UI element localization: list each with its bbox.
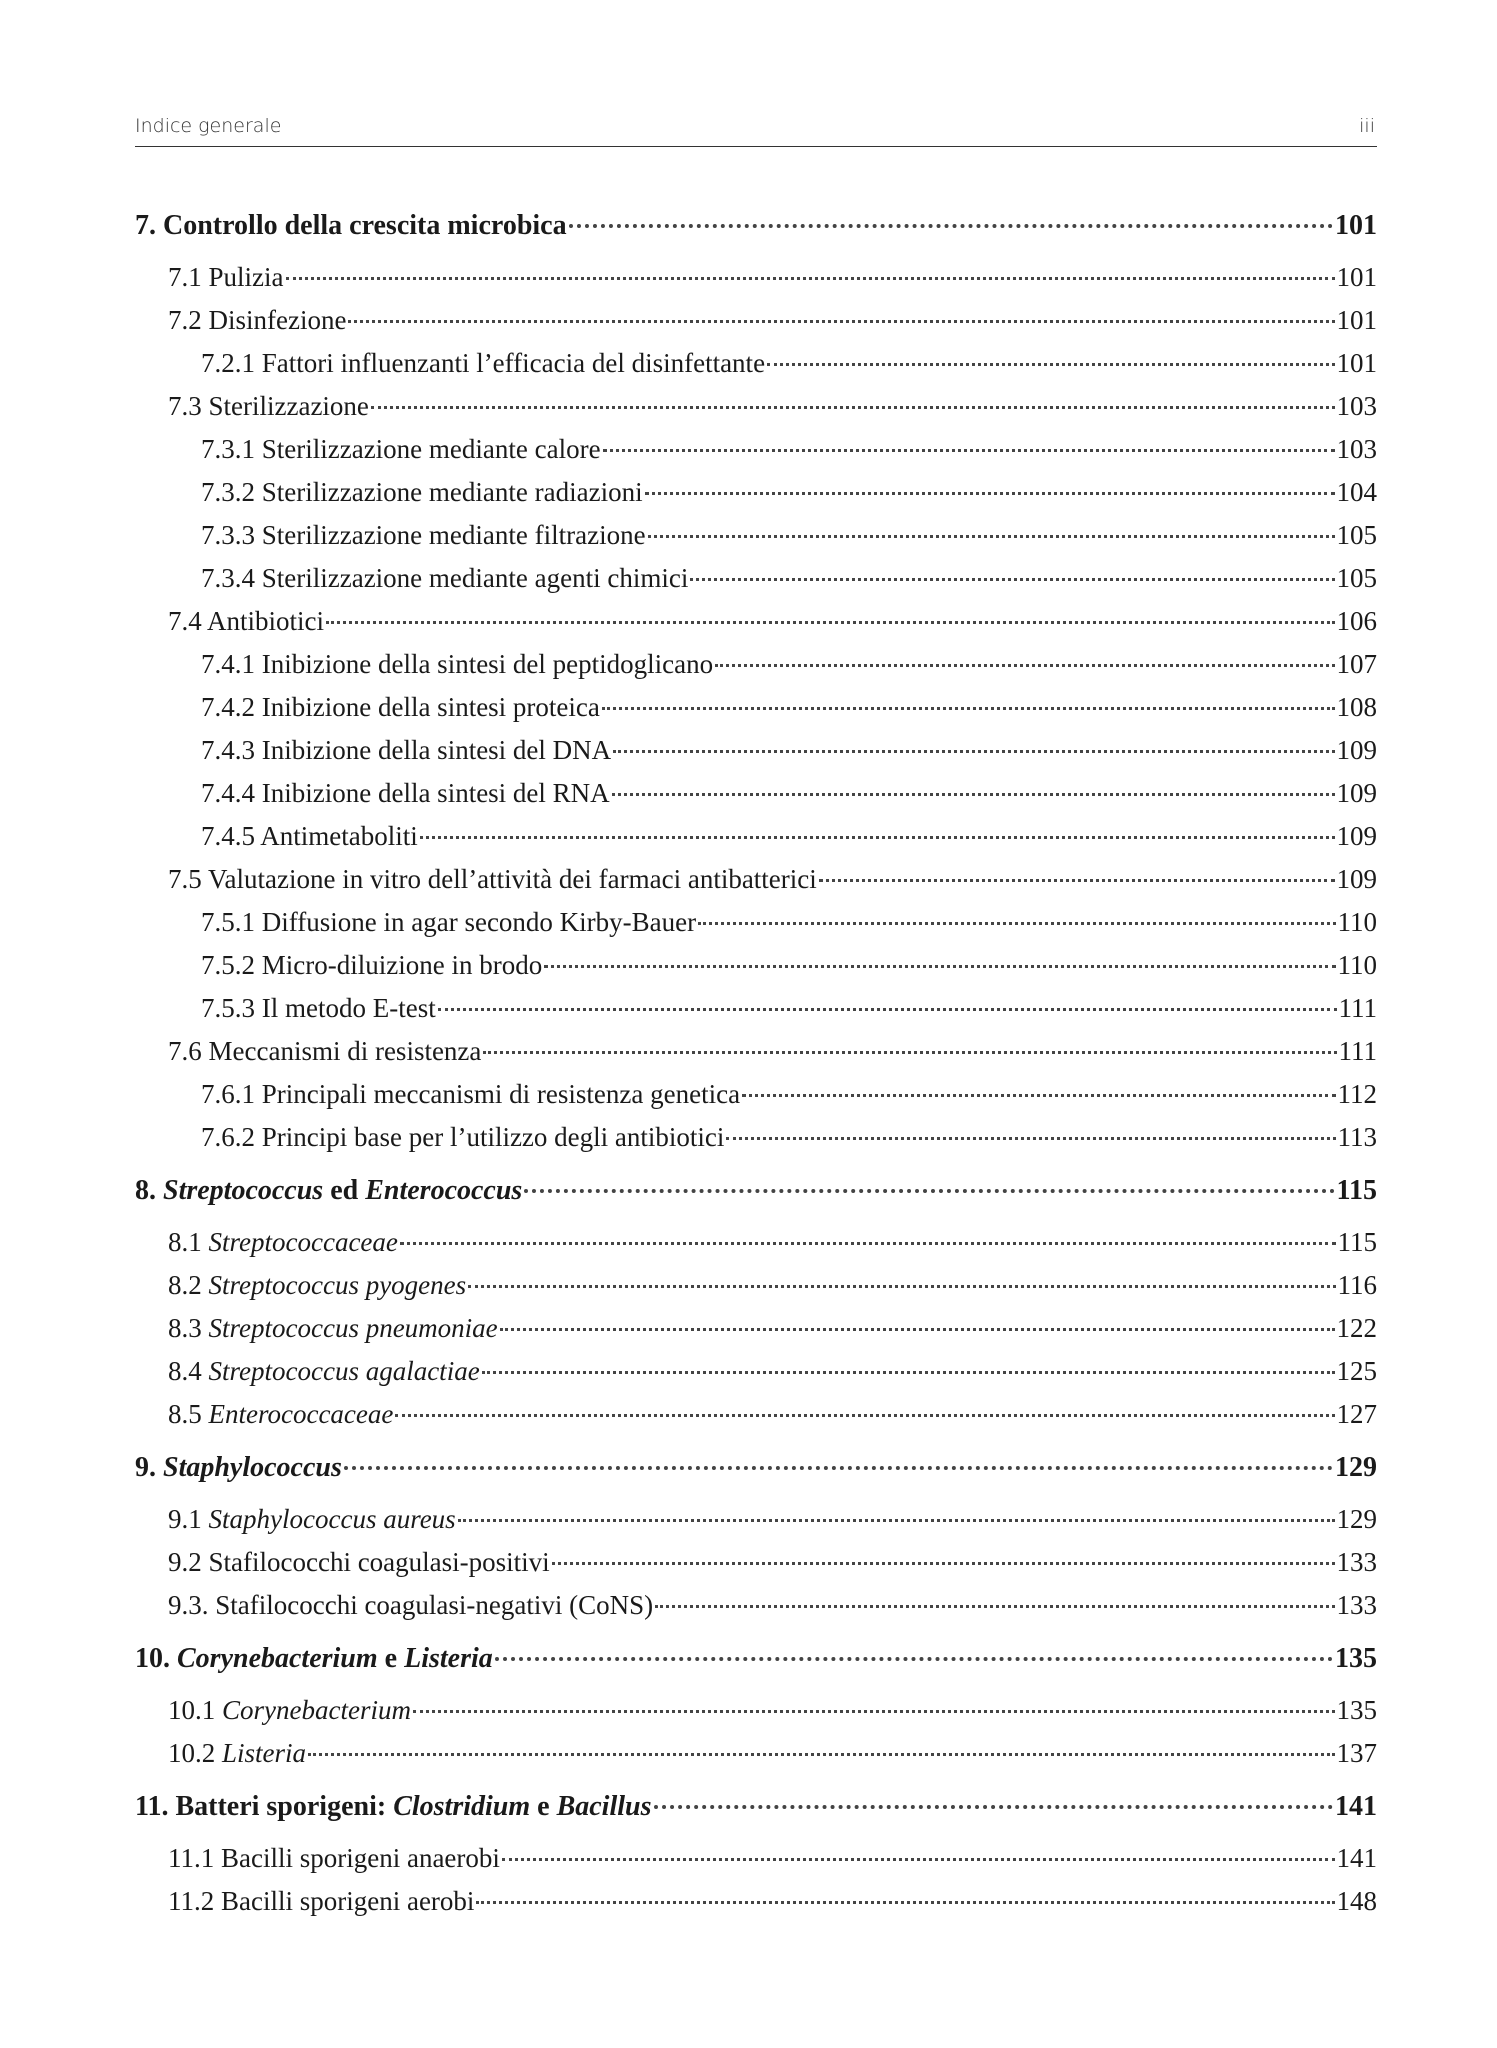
chapter-entry-title xyxy=(135,1165,522,1217)
title-segment: 7.4.5 Antimetaboliti xyxy=(201,821,418,851)
section-entry[interactable] xyxy=(135,1307,1377,1350)
dot-leader xyxy=(544,965,1335,968)
title-segment: Listeria xyxy=(404,1643,493,1674)
section-entry[interactable] xyxy=(135,1541,1377,1584)
subsection-entry-page-number: 105 xyxy=(1336,520,1377,550)
subsection-entry-title xyxy=(201,514,646,557)
section-entry-page-number: 116 xyxy=(1337,1270,1377,1300)
section-entry-page-number: 111 xyxy=(1338,1036,1377,1066)
dot-leader xyxy=(413,1710,1335,1713)
chapter-entry-page-number: 115 xyxy=(1336,1175,1377,1206)
section-entry-title xyxy=(168,1030,481,1073)
dot-leader xyxy=(524,1189,1334,1193)
section-entry-page-number: 148 xyxy=(1336,1886,1377,1916)
section-entry[interactable] xyxy=(135,1498,1377,1541)
title-segment: Enterococcaceae xyxy=(208,1399,394,1429)
section-entry-page-number: 135 xyxy=(1336,1695,1377,1725)
title-segment: e xyxy=(377,1643,405,1674)
section-entry-title xyxy=(168,1307,498,1350)
subsection-entry-page-number: 108 xyxy=(1336,692,1377,722)
section-entry[interactable] xyxy=(135,385,1377,428)
dot-leader xyxy=(348,320,1334,323)
section-entry-page-number: 133 xyxy=(1336,1547,1377,1577)
title-segment: 7.6 Meccanismi di resistenza xyxy=(168,1036,482,1066)
subsection-entry[interactable] xyxy=(135,643,1377,686)
section-entry[interactable] xyxy=(135,256,1377,299)
title-segment: ed xyxy=(323,1175,366,1206)
title-segment: 7.4 Antibiotici xyxy=(168,606,325,636)
dot-leader xyxy=(502,1858,1335,1861)
title-segment: 11.2 Bacilli sporigeni aerobi xyxy=(168,1886,475,1916)
subsection-entry-title xyxy=(201,471,643,514)
subsection-entry-page-number: 109 xyxy=(1336,778,1377,808)
toc-chapter xyxy=(135,1627,1377,1775)
subsection-entry-title xyxy=(201,643,713,686)
dot-leader xyxy=(726,1137,1335,1140)
section-entry-title xyxy=(168,1221,398,1264)
title-segment: Clostridium xyxy=(393,1791,531,1822)
subsection-entry-page-number: 112 xyxy=(1337,1079,1377,1109)
dot-leader xyxy=(395,1414,1334,1417)
section-entry[interactable] xyxy=(135,1350,1377,1393)
section-entry-page-number: 103 xyxy=(1336,391,1377,421)
section-entry-title xyxy=(168,256,284,299)
subsection-entry-page-number: 107 xyxy=(1336,649,1377,679)
title-segment: 7.4.1 Inibizione della sintesi del peptidoglicano xyxy=(201,649,714,679)
title-segment: Enterococcus xyxy=(365,1175,523,1206)
page-number: iii xyxy=(1359,115,1375,137)
title-segment: 7.3.3 Sterilizzazione mediante filtrazione xyxy=(201,520,646,550)
subsection-entry-title xyxy=(201,686,600,729)
subsection-entry-title xyxy=(201,944,542,987)
dot-leader xyxy=(767,363,1334,366)
title-segment: Corynebacterium xyxy=(177,1643,378,1674)
toc-chapter xyxy=(135,1159,1377,1436)
section-entry-title xyxy=(168,1880,474,1923)
section-entry[interactable] xyxy=(135,1030,1377,1073)
title-segment: Streptococcus pyogenes xyxy=(208,1270,467,1300)
dot-leader xyxy=(552,1562,1335,1565)
title-segment: 8. xyxy=(135,1175,163,1206)
subsection-entry-title xyxy=(201,772,610,815)
section-entry-title xyxy=(168,1541,550,1584)
title-segment: 7.3.1 Sterilizzazione mediante calore xyxy=(201,434,601,464)
dot-leader xyxy=(569,224,1333,228)
section-entry-title xyxy=(168,1689,411,1732)
dot-leader xyxy=(344,1466,1333,1470)
toc-chapter xyxy=(135,1436,1377,1627)
title-segment: 7.2.1 Fattori influenzanti l’efficacia del disinfettante xyxy=(201,348,766,378)
subsection-entry[interactable] xyxy=(135,987,1377,1030)
title-segment: 11.1 Bacilli sporigeni anaerobi xyxy=(168,1843,500,1873)
title-segment: 8.2 xyxy=(168,1270,209,1300)
subsection-entry-title xyxy=(201,987,436,1030)
section-entry-page-number: 109 xyxy=(1336,864,1377,894)
subsection-entry[interactable] xyxy=(135,428,1377,471)
dot-leader xyxy=(602,707,1335,710)
title-segment: 9. xyxy=(135,1452,163,1483)
section-entry-title xyxy=(168,385,369,428)
section-entry-page-number: 127 xyxy=(1336,1399,1377,1429)
subsection-entry-title xyxy=(201,815,418,858)
title-segment: Staphylococcus xyxy=(163,1452,342,1483)
subsection-entry-title xyxy=(201,342,765,385)
dot-leader xyxy=(495,1657,1333,1661)
section-entry-page-number: 106 xyxy=(1336,606,1377,636)
title-segment: 7.5 Valutazione in vitro dell’attività dei farmaci antibatterici xyxy=(168,864,817,894)
title-segment: 9.3. Stafilococchi coagulasi-negativi (CoNS) xyxy=(168,1590,654,1620)
dot-leader xyxy=(458,1519,1335,1522)
section-entry-page-number: 133 xyxy=(1336,1590,1377,1620)
title-segment: 7.2 Disinfezione xyxy=(168,305,347,335)
subsection-entry[interactable] xyxy=(135,772,1377,815)
dot-leader xyxy=(371,406,1335,409)
dot-leader xyxy=(286,277,1335,280)
subsection-entry-page-number: 104 xyxy=(1336,477,1377,507)
section-entry-page-number: 129 xyxy=(1336,1504,1377,1534)
subsection-entry-page-number: 110 xyxy=(1337,907,1377,937)
section-entry-title xyxy=(168,1350,480,1393)
running-header-title: Indice generale xyxy=(135,115,282,137)
dot-leader xyxy=(483,1051,1336,1054)
subsection-entry-page-number: 111 xyxy=(1338,993,1377,1023)
section-entry[interactable] xyxy=(135,1837,1377,1880)
section-entry-title xyxy=(168,600,324,643)
title-segment: 7.1 Pulizia xyxy=(168,262,284,292)
title-segment: 7.4.2 Inibizione della sintesi proteica xyxy=(201,692,600,722)
title-segment: 11. Batteri sporigeni: xyxy=(135,1791,394,1822)
section-entry[interactable] xyxy=(135,1584,1377,1627)
subsection-entry-title xyxy=(201,729,611,772)
subsection-entry-title xyxy=(201,557,688,600)
toc-chapter xyxy=(135,200,1377,1159)
dot-leader xyxy=(655,1605,1334,1608)
title-segment: e xyxy=(530,1791,557,1822)
subsection-entry[interactable] xyxy=(135,815,1377,858)
title-segment: 9.2 Stafilococchi coagulasi-positivi xyxy=(168,1547,550,1577)
section-entry-page-number: 137 xyxy=(1336,1738,1377,1768)
title-segment: Bacillus xyxy=(556,1791,652,1822)
chapter-entry-title xyxy=(135,1633,493,1685)
section-entry-title xyxy=(168,1584,653,1627)
section-entry[interactable] xyxy=(135,1264,1377,1307)
dot-leader xyxy=(819,879,1335,882)
section-entry-page-number: 101 xyxy=(1336,262,1377,292)
dot-leader xyxy=(612,793,1335,796)
subsection-entry-page-number: 113 xyxy=(1337,1122,1377,1152)
section-entry[interactable] xyxy=(135,1689,1377,1732)
title-segment: Listeria xyxy=(222,1738,307,1768)
title-segment: Staphylococcus aureus xyxy=(208,1504,456,1534)
section-entry-page-number: 141 xyxy=(1336,1843,1377,1873)
toc-chapter xyxy=(135,1775,1377,1923)
section-entry-title xyxy=(168,1837,500,1880)
section-entry-page-number: 125 xyxy=(1336,1356,1377,1386)
subsection-entry-page-number: 105 xyxy=(1336,563,1377,593)
dot-leader xyxy=(654,1805,1334,1809)
dot-leader xyxy=(698,922,1335,925)
subsection-entry[interactable] xyxy=(135,1116,1377,1159)
section-entry[interactable] xyxy=(135,1880,1377,1923)
subsection-entry[interactable] xyxy=(135,557,1377,600)
dot-leader xyxy=(742,1094,1335,1097)
section-entry[interactable] xyxy=(135,1221,1377,1264)
dot-leader xyxy=(690,578,1334,581)
subsection-entry-title xyxy=(201,901,696,944)
title-segment: 8.5 xyxy=(168,1399,209,1429)
title-segment: Corynebacterium xyxy=(222,1695,411,1725)
section-entry-title xyxy=(168,299,346,342)
subsection-entry-page-number: 110 xyxy=(1337,950,1377,980)
title-segment: 7.6.2 Principi base per l’utilizzo degli antibiotici xyxy=(201,1122,725,1152)
title-segment: Streptococcaceae xyxy=(208,1227,398,1257)
title-segment: 9.1 xyxy=(168,1504,209,1534)
title-segment: 7.3 Sterilizzazione xyxy=(168,391,369,421)
chapter-entry[interactable] xyxy=(135,1781,1377,1833)
dot-leader xyxy=(308,1753,1334,1756)
section-entry-page-number: 101 xyxy=(1336,305,1377,335)
section-entry[interactable] xyxy=(135,299,1377,342)
section-entry-title xyxy=(168,858,817,901)
dot-leader xyxy=(500,1328,1335,1331)
dot-leader xyxy=(420,836,1335,839)
dot-leader xyxy=(468,1285,1335,1288)
section-entry[interactable] xyxy=(135,1732,1377,1775)
chapter-entry[interactable] xyxy=(135,200,1377,252)
subsection-entry[interactable] xyxy=(135,729,1377,772)
subsection-entry-title xyxy=(201,1116,724,1159)
chapter-entry-title xyxy=(135,200,567,252)
dot-leader xyxy=(645,492,1335,495)
title-segment: 7.5.1 Diffusione in agar secondo Kirby-Bauer xyxy=(201,907,697,937)
section-entry-title xyxy=(168,1393,393,1436)
chapter-entry-page-number: 141 xyxy=(1335,1791,1377,1822)
title-segment: Streptococcus xyxy=(163,1175,324,1206)
table-of-contents xyxy=(135,200,1377,1923)
section-entry-page-number: 122 xyxy=(1336,1313,1377,1343)
dot-leader xyxy=(438,1008,1337,1011)
subsection-entry-page-number: 101 xyxy=(1336,348,1377,378)
chapter-entry-title xyxy=(135,1781,652,1833)
subsection-entry-title xyxy=(201,428,601,471)
dot-leader xyxy=(613,750,1334,753)
running-header xyxy=(135,112,1377,147)
chapter-entry-page-number: 129 xyxy=(1335,1452,1377,1483)
subsection-entry[interactable] xyxy=(135,901,1377,944)
section-entry-title xyxy=(168,1732,306,1775)
title-segment: 7.6.1 Principali meccanismi di resistenza genetica xyxy=(201,1079,741,1109)
subsection-entry[interactable] xyxy=(135,342,1377,385)
chapter-entry-title xyxy=(135,1442,342,1494)
subsection-entry-title xyxy=(201,1073,740,1116)
dot-leader xyxy=(400,1242,1336,1245)
title-segment: 7.3.4 Sterilizzazione mediante agenti chimici xyxy=(201,563,689,593)
chapter-entry[interactable] xyxy=(135,1633,1377,1685)
subsection-entry[interactable] xyxy=(135,944,1377,987)
subsection-entry-page-number: 109 xyxy=(1336,821,1377,851)
title-segment: 7.5.3 Il metodo E-test xyxy=(201,993,436,1023)
subsection-entry[interactable] xyxy=(135,514,1377,557)
subsection-entry[interactable] xyxy=(135,686,1377,729)
title-segment: Streptococcus pneumoniae xyxy=(208,1313,498,1343)
title-segment: 8.4 xyxy=(168,1356,209,1386)
title-segment: 8.3 xyxy=(168,1313,209,1343)
chapter-entry-page-number: 135 xyxy=(1335,1643,1377,1674)
dot-leader xyxy=(326,621,1334,624)
section-entry[interactable] xyxy=(135,858,1377,901)
subsection-entry-page-number: 103 xyxy=(1336,434,1377,464)
title-segment: 7.4.4 Inibizione della sintesi del RNA xyxy=(201,778,610,808)
title-segment: 7.5.2 Micro-diluizione in brodo xyxy=(201,950,543,980)
section-entry[interactable] xyxy=(135,600,1377,643)
title-segment: 7. Controllo della crescita microbica xyxy=(135,210,567,241)
title-segment: Streptococcus agalactiae xyxy=(208,1356,480,1386)
subsection-entry[interactable] xyxy=(135,471,1377,514)
dot-leader xyxy=(715,664,1334,667)
dot-leader xyxy=(648,535,1335,538)
subsection-entry[interactable] xyxy=(135,1073,1377,1116)
title-segment: 7.3.2 Sterilizzazione mediante radiazioni xyxy=(201,477,643,507)
dot-leader xyxy=(482,1371,1335,1374)
dot-leader xyxy=(476,1901,1334,1904)
title-segment: 10.2 xyxy=(168,1738,222,1768)
section-entry[interactable] xyxy=(135,1393,1377,1436)
chapter-entry[interactable] xyxy=(135,1165,1377,1217)
chapter-entry[interactable] xyxy=(135,1442,1377,1494)
title-segment: 10. xyxy=(135,1643,177,1674)
section-entry-title xyxy=(168,1498,456,1541)
section-entry-title xyxy=(168,1264,466,1307)
chapter-entry-page-number: 101 xyxy=(1335,210,1377,241)
dot-leader xyxy=(603,449,1335,452)
title-segment: 7.4.3 Inibizione della sintesi del DNA xyxy=(201,735,612,765)
section-entry-page-number: 115 xyxy=(1337,1227,1377,1257)
subsection-entry-page-number: 109 xyxy=(1336,735,1377,765)
title-segment: 8.1 xyxy=(168,1227,209,1257)
title-segment: 10.1 xyxy=(168,1695,222,1725)
